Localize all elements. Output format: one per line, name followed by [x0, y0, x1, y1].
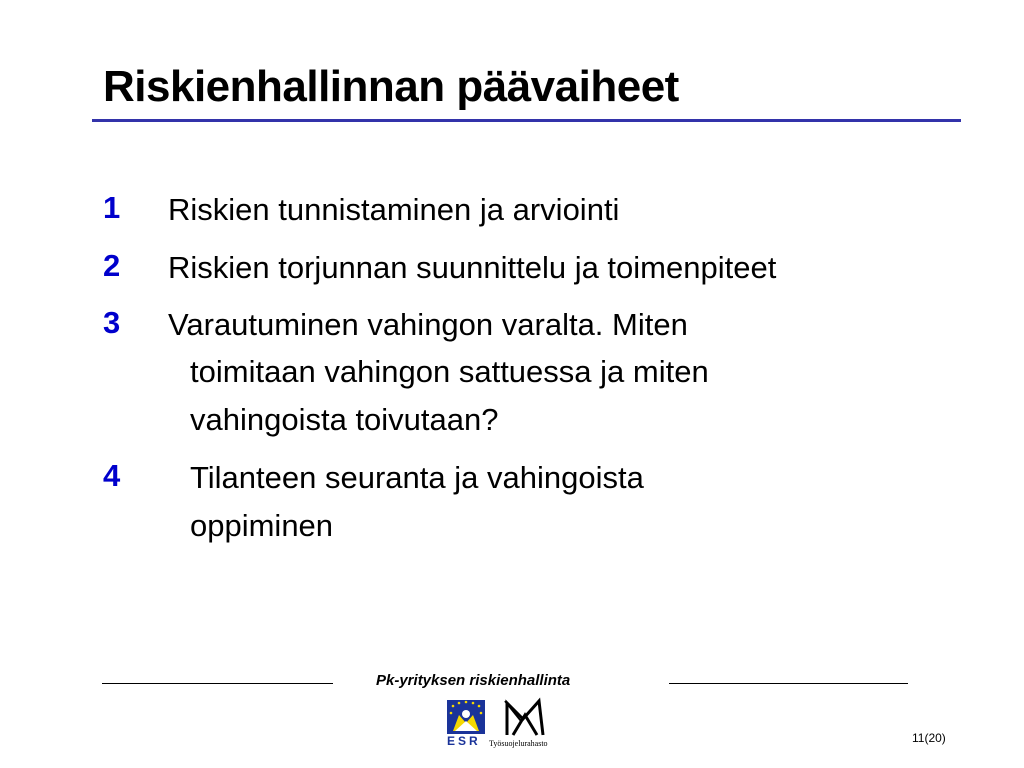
- footer-caption: Pk-yrityksen riskienhallinta: [376, 672, 571, 689]
- tyosuojelurahasto-logo-icon: [503, 697, 547, 739]
- page-number: 11(20): [912, 731, 946, 745]
- title-divider: [92, 119, 961, 122]
- footer-rule-right: [669, 683, 908, 684]
- item-number-3: 3: [103, 305, 121, 340]
- item-number-1: 1: [103, 190, 121, 225]
- slide-title: Riskienhallinnan päävaiheet: [103, 62, 679, 111]
- esr-logo-text: ESR: [447, 734, 481, 748]
- item-text-1-line-1: Riskien tunnistaminen ja arviointi: [168, 192, 620, 227]
- item-text-3-line-1: Varautuminen vahingon varalta. Miten: [168, 307, 688, 342]
- item-number-2: 2: [103, 248, 121, 283]
- item-text-4-line-2: oppiminen: [190, 508, 334, 543]
- item-text-4-line-1: Tilanteen seuranta ja vahingoista: [190, 460, 644, 495]
- item-text-3-line-3: vahingoista toivutaan?: [190, 402, 499, 437]
- footer-rule-left: [102, 683, 333, 684]
- item-text-2-line-1: Riskien torjunnan suunnittelu ja toimenpiteet: [168, 250, 777, 285]
- item-text-3-line-2: toimitaan vahingon sattuessa ja miten: [190, 354, 709, 389]
- item-number-4: 4: [103, 458, 121, 493]
- tyosuojelurahasto-logo-text: Työsuojelurahasto: [489, 739, 548, 748]
